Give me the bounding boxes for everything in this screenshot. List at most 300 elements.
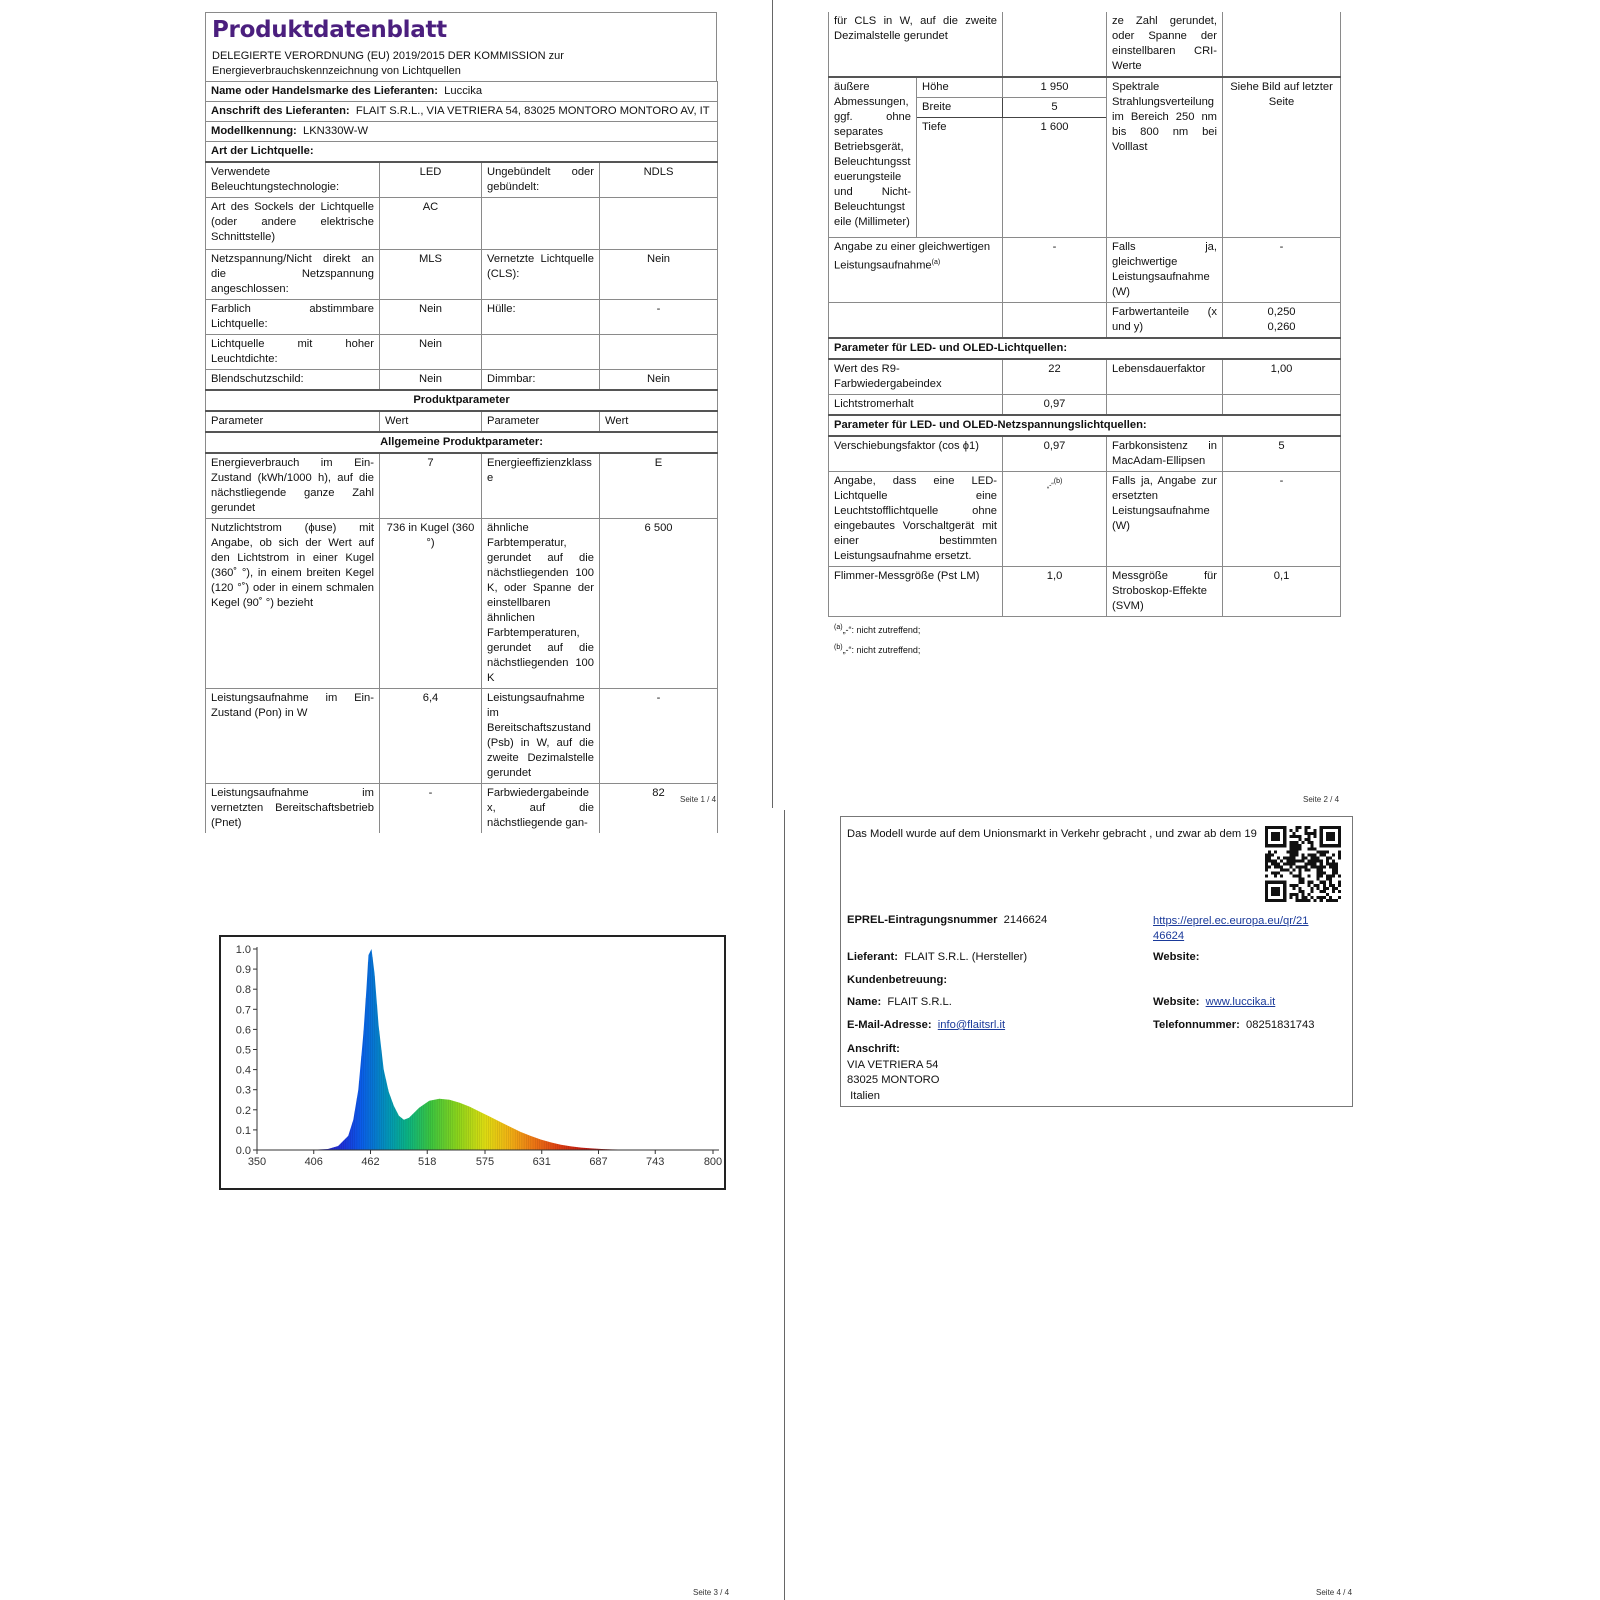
supplier-address-value: FLAIT S.R.L., VIA VETRIERA 54, 83025 MONTORO MONTORO AV, IT [355, 105, 710, 117]
qr-module [1317, 850, 1320, 853]
x-tick-label: 462 [361, 1156, 380, 1168]
qr-module [1280, 844, 1283, 847]
qr-module [1283, 893, 1286, 896]
param-cell: Vernetzte Lichtquelle (CLS): [482, 250, 600, 300]
supplier-name-value: Luccika [444, 85, 483, 97]
qr-module [1311, 847, 1314, 850]
qr-module [1265, 875, 1268, 878]
value-cell: Nein [600, 250, 718, 300]
qr-module [1323, 850, 1326, 853]
x-tick-label: 743 [646, 1156, 665, 1168]
qr-module [1320, 850, 1323, 853]
qr-module [1329, 862, 1332, 865]
macadam-value: 5 [1223, 436, 1341, 472]
customer-service-label: Kundenbetreuung: [847, 974, 948, 986]
qr-module [1292, 884, 1295, 887]
qr-module [1314, 829, 1317, 832]
qr-module [1332, 890, 1335, 893]
qr-module [1311, 859, 1314, 862]
value-cell: 736 in Kugel (360 °) [380, 519, 482, 689]
qr-module [1323, 884, 1326, 887]
qr-module [1289, 872, 1292, 875]
qr-module [1326, 826, 1329, 829]
param-cell: Verwendete Beleuchtungstechnologie: [206, 162, 380, 198]
qr-module [1301, 853, 1304, 856]
qr-module [1268, 866, 1271, 869]
qr-module [1295, 896, 1298, 899]
y-tick-label: 0.1 [235, 1124, 251, 1137]
qr-module [1283, 884, 1286, 887]
eprel-link[interactable] [1153, 914, 1308, 944]
qr-module [1332, 835, 1335, 838]
qr-module [1323, 890, 1326, 893]
qr-module [1329, 856, 1332, 859]
footnote-a-mark: (a) [834, 624, 843, 631]
qr-module [1332, 862, 1335, 865]
qr-module [1335, 826, 1338, 829]
qr-module [1320, 832, 1323, 835]
qr-module [1338, 835, 1341, 838]
replacement-value-cell [1003, 472, 1107, 567]
qr-module [1274, 887, 1277, 890]
qr-module [1265, 853, 1268, 856]
qr-module [1274, 875, 1277, 878]
dim-depth-label: Tiefe [917, 118, 1003, 238]
qr-module [1265, 890, 1268, 893]
qr-module [1289, 866, 1292, 869]
qr-module [1289, 896, 1292, 899]
qr-module [1274, 862, 1277, 865]
qr-module [1317, 887, 1320, 890]
col-header: Wert [600, 411, 718, 432]
qr-module [1314, 899, 1317, 902]
qr-module [1271, 899, 1274, 902]
qr-module [1314, 866, 1317, 869]
dim-height-value: 1 950 [1003, 77, 1107, 98]
qr-module [1298, 866, 1301, 869]
qr-module [1277, 887, 1280, 890]
empty-cell [482, 335, 600, 370]
qr-module [1268, 853, 1271, 856]
equiv-power-value: - [1003, 238, 1107, 303]
qr-module [1295, 844, 1298, 847]
website-link[interactable]: www.luccika.it [1205, 996, 1276, 1008]
r9-value: 22 [1003, 359, 1107, 395]
qr-module [1320, 862, 1323, 865]
qr-module [1335, 869, 1338, 872]
qr-module [1323, 887, 1326, 890]
spectrum-chart-frame [219, 935, 726, 1190]
param-cell: Leistungsaufnahme im Ein-Zustand (Pon) in W [206, 689, 380, 784]
qr-module [1329, 896, 1332, 899]
qr-module [1292, 875, 1295, 878]
empty-cell [1003, 303, 1107, 339]
qr-module [1329, 884, 1332, 887]
qr-module [1298, 890, 1301, 893]
qr-module [1292, 844, 1295, 847]
param-cell: Hülle: [482, 300, 600, 335]
website-label-2: Website: [1153, 996, 1200, 1008]
qr-module [1320, 829, 1323, 832]
col-header: Wert [380, 411, 482, 432]
qr-module [1308, 899, 1311, 902]
qr-module [1317, 884, 1320, 887]
value-cell: LED [380, 162, 482, 198]
qr-module [1289, 862, 1292, 865]
qr-module [1274, 893, 1277, 896]
page-1-number: Seite 1 / 4 [680, 795, 717, 804]
qr-module [1317, 875, 1320, 878]
product-params-header: Produktparameter [206, 390, 718, 411]
qr-module [1277, 890, 1280, 893]
light-type-rows [206, 162, 718, 833]
qr-module [1338, 841, 1341, 844]
qr-module [1280, 899, 1283, 902]
footnote-b-text: „-“: nicht zutreffend; [842, 645, 921, 655]
qr-module [1295, 841, 1298, 844]
qr-module [1314, 853, 1317, 856]
qr-module [1292, 853, 1295, 856]
qr-module [1323, 866, 1326, 869]
qr-module [1265, 896, 1268, 899]
qr-module [1280, 826, 1283, 829]
qr-module [1338, 856, 1341, 859]
qr-module [1295, 835, 1298, 838]
supplier-value: FLAIT S.R.L. (Hersteller) [904, 951, 1028, 963]
qr-module [1323, 826, 1326, 829]
page-2-table [828, 12, 1341, 617]
address-line-1: VIA VETRIERA 54 [847, 1058, 939, 1071]
qr-module [1320, 838, 1323, 841]
qr-module [1274, 832, 1277, 835]
qr-module [1329, 875, 1332, 878]
value-cell: Nein [380, 335, 482, 370]
qr-module [1274, 835, 1277, 838]
qr-module [1274, 844, 1277, 847]
qr-module [1320, 841, 1323, 844]
regulation-line-1: DELEGIERTE VERORDNUNG (EU) 2019/2015 DER KOMMISSION zur [212, 50, 564, 62]
value-cell: - [600, 300, 718, 335]
replacement-label-2: Falls ja, Angabe zur ersetzten Leistungsaufnahme (W) [1107, 472, 1223, 567]
qr-module [1308, 862, 1311, 865]
qr-module [1298, 878, 1301, 881]
address-line-2: 83025 MONTORO [847, 1074, 940, 1086]
qr-module [1320, 859, 1323, 862]
qr-module [1308, 832, 1311, 835]
qr-module [1326, 878, 1329, 881]
qr-module [1277, 835, 1280, 838]
qr-module [1283, 832, 1286, 835]
qr-module [1329, 832, 1332, 835]
macadam-label: Farbkonsistenz in MacAdam-Ellipsen [1107, 436, 1223, 472]
qr-module [1320, 869, 1323, 872]
qr-module [1326, 859, 1329, 862]
qr-module [1277, 872, 1280, 875]
qr-module [1277, 838, 1280, 841]
qr-module [1323, 881, 1326, 884]
qr-module [1311, 896, 1314, 899]
flicker-label: Flimmer-Messgröße (Pst LM) [829, 567, 1003, 617]
qr-module [1323, 844, 1326, 847]
qr-module [1274, 850, 1277, 853]
value-cell: Nein [380, 370, 482, 391]
qr-module [1274, 890, 1277, 893]
qr-module [1271, 893, 1274, 896]
address-block [847, 1042, 939, 1104]
value-cell: AC [380, 198, 482, 250]
qr-module [1311, 856, 1314, 859]
replacement-value-2: - [1223, 472, 1341, 567]
qr-module [1338, 838, 1341, 841]
qr-module [1314, 859, 1317, 862]
qr-module [1283, 896, 1286, 899]
param-cell: Blendschutzschild: [206, 370, 380, 391]
qr-module [1320, 899, 1323, 902]
chromaticity-label: Farbwertanteile (x und y) [1107, 303, 1223, 339]
qr-module [1311, 841, 1314, 844]
x-tick-label: 518 [418, 1156, 437, 1168]
qr-module [1301, 878, 1304, 881]
qr-module [1338, 826, 1341, 829]
dim-depth-value: 1 600 [1003, 118, 1107, 238]
value-cell: MLS [380, 250, 482, 300]
model-cell [206, 122, 718, 142]
qr-module [1289, 844, 1292, 847]
chromaticity-y: 0,260 [1267, 321, 1296, 333]
value-cell: 82 [600, 784, 718, 834]
qr-module [1308, 826, 1311, 829]
param-cell: Dimmbar: [482, 370, 600, 391]
empty-cell [1223, 12, 1341, 77]
qr-module [1271, 881, 1274, 884]
qr-module [1311, 862, 1314, 865]
equiv-power-label-cell [829, 238, 1003, 303]
empty-cell [1223, 395, 1341, 416]
qr-module [1292, 850, 1295, 853]
qr-module [1268, 826, 1271, 829]
qr-module [1265, 838, 1268, 841]
page-4-number: Seite 4 / 4 [1316, 1588, 1353, 1597]
qr-module [1277, 844, 1280, 847]
y-tick-label: 0.7 [235, 1004, 251, 1017]
qr-module [1274, 866, 1277, 869]
qr-module [1311, 866, 1314, 869]
qr-module [1286, 869, 1289, 872]
qr-module [1338, 832, 1341, 835]
param-cell: Energieeffizienzklasse [482, 453, 600, 519]
param-cell: Netzspannung/Nicht direkt an die Netzspannung angeschlossen: [206, 250, 380, 300]
col-header: Parameter [482, 411, 600, 432]
y-axis [236, 944, 257, 1157]
market-intro: Das Modell wurde auf dem Unionsmarkt in Verkehr gebracht , und zwar ab dem 19 [847, 828, 1257, 840]
footnote-ref-b: (b) [1053, 478, 1063, 485]
qr-module [1308, 835, 1311, 838]
eprel-row [847, 914, 1047, 926]
qr-module [1338, 853, 1341, 856]
qr-module [1314, 862, 1317, 865]
qr-module [1280, 881, 1283, 884]
qr-module [1292, 887, 1295, 890]
value-cell: - [600, 689, 718, 784]
qr-module [1314, 832, 1317, 835]
qr-module [1338, 829, 1341, 832]
param-cell: Nutzlichtstrom (ϕuse) mit Angabe, ob sich der Wert auf den Lichtstrom in einer Kugel (360˚ °), in einem breiten Kegel (120 °˚) oder in einem schmalen Kegel (90˚ °) bezieht [206, 519, 380, 689]
qr-module [1268, 856, 1271, 859]
page-1-table [205, 81, 718, 833]
value-cell: Nein [600, 370, 718, 391]
qr-module [1265, 841, 1268, 844]
dimensions-label: äußere Abmessungen, ggf. ohne separates Betriebsgerät, Beleuchtungssteuerungsteile und Nicht-Beleuchtungsteile (Millimeter) [829, 77, 917, 238]
qr-module [1317, 869, 1320, 872]
qr-module [1280, 875, 1283, 878]
qr-module [1292, 832, 1295, 835]
qr-module [1335, 872, 1338, 875]
y-tick-label: 0.3 [235, 1084, 251, 1097]
qr-module [1298, 835, 1301, 838]
qr-module [1283, 835, 1286, 838]
qr-module [1326, 875, 1329, 878]
qr-module [1317, 856, 1320, 859]
qr-module [1292, 841, 1295, 844]
qr-module [1289, 856, 1292, 859]
supplier-label: Lieferant: [847, 951, 898, 963]
qr-module [1320, 875, 1323, 878]
dim-width-label: Breite [917, 98, 1003, 118]
eprel-link-line-2[interactable]: 46624 [1153, 930, 1185, 942]
footnote-a [828, 619, 1340, 639]
qr-module [1305, 866, 1308, 869]
qr-module [1305, 829, 1308, 832]
param-cell: Farblich abstimmbare Lichtquelle: [206, 300, 380, 335]
qr-module [1283, 887, 1286, 890]
qr-module [1301, 881, 1304, 884]
qr-module [1283, 844, 1286, 847]
qr-module [1335, 862, 1338, 865]
mains-params-header: Parameter für LED- und OLED-Netzspannungslichtquellen: [829, 415, 1341, 436]
qr-module [1265, 899, 1268, 902]
qr-module [1335, 887, 1338, 890]
qr-module [1271, 844, 1274, 847]
qr-module [1308, 853, 1311, 856]
address-label: Anschrift: [847, 1043, 900, 1055]
qr-module [1329, 838, 1332, 841]
qr-module [1280, 859, 1283, 862]
led-params-header: Parameter für LED- und OLED-Lichtquellen: [829, 338, 1341, 359]
qr-module [1335, 844, 1338, 847]
qr-module [1332, 887, 1335, 890]
qr-module [1298, 899, 1301, 902]
eprel-value: 2146624 [1003, 914, 1048, 926]
stroboscopic-label: Messgröße für Stroboskop-Effekte (SVM) [1107, 567, 1223, 617]
qr-module [1329, 835, 1332, 838]
y-tick-label: 0.4 [235, 1064, 251, 1077]
x-tick-label: 800 [703, 1156, 723, 1168]
qr-module [1332, 859, 1335, 862]
qr-module [1277, 826, 1280, 829]
r9-label: Wert des R9-Farbwiedergabeindex [829, 359, 1003, 395]
qr-module [1298, 859, 1301, 862]
value-cell: 7 [380, 453, 482, 519]
supplier-row [847, 951, 1027, 963]
qr-module [1292, 859, 1295, 862]
value-cell: E [600, 453, 718, 519]
qr-module [1292, 835, 1295, 838]
empty-cell [600, 335, 718, 370]
qr-module [1298, 875, 1301, 878]
empty-cell [829, 303, 1003, 339]
param-cell: Energieverbrauch im Ein-Zustand (kWh/1000 h), auf die nächstliegende ganze Zahl gerundet [206, 453, 380, 519]
phone-row [1153, 1019, 1314, 1031]
qr-module [1271, 832, 1274, 835]
qr-module [1332, 826, 1335, 829]
x-tick-label: 687 [589, 1156, 608, 1168]
qr-module [1283, 856, 1286, 859]
qr-module [1338, 896, 1341, 899]
qr-module [1292, 856, 1295, 859]
qr-module [1271, 887, 1274, 890]
qr-module [1326, 844, 1329, 847]
qr-module [1274, 826, 1277, 829]
qr-module [1265, 856, 1268, 859]
qr-module [1308, 847, 1311, 850]
qr-module [1268, 859, 1271, 862]
qr-module [1265, 844, 1268, 847]
x-tick-label: 350 [247, 1156, 267, 1168]
spectrum-area [308, 949, 713, 1150]
qr-module [1265, 826, 1268, 829]
qr-module [1283, 838, 1286, 841]
qr-module [1338, 884, 1341, 887]
qr-module [1292, 869, 1295, 872]
y-tick-label: 0.6 [235, 1024, 251, 1037]
qr-module [1301, 893, 1304, 896]
qr-module [1271, 826, 1274, 829]
model-label: Modellkennung: [211, 125, 297, 137]
qr-module [1332, 853, 1335, 856]
qr-module [1305, 862, 1308, 865]
y-tick-label: 0.5 [235, 1044, 251, 1057]
qr-module [1332, 832, 1335, 835]
qr-module [1265, 893, 1268, 896]
qr-module [1335, 899, 1338, 902]
qr-module [1323, 896, 1326, 899]
qr-module [1320, 826, 1323, 829]
qr-module [1332, 844, 1335, 847]
qr-module [1289, 884, 1292, 887]
qr-module [1295, 826, 1298, 829]
qr-module [1268, 881, 1271, 884]
email-link[interactable]: info@flaitsrl.it [937, 1019, 1006, 1031]
x-tick-label: 406 [304, 1156, 323, 1168]
qr-module [1295, 829, 1298, 832]
qr-module [1329, 866, 1332, 869]
email-label: E-Mail-Adresse: [847, 1019, 932, 1031]
x-tick-label: 575 [475, 1156, 495, 1168]
qr-module [1332, 838, 1335, 841]
param-cell: Leistungsaufnahme im vernetzten Bereitschaftsbetrieb (Pnet) [206, 784, 380, 834]
qr-code-modules [1265, 826, 1341, 902]
qr-module [1326, 832, 1329, 835]
qr-module [1298, 887, 1301, 890]
param-cell: ähnliche Farbtemperatur, gerundet auf die nächstliegenden 100 K, oder Spanne der einstellbaren ähnlichen Farbtemperaturen, gerundet auf die nächstliegenden 100 K [482, 519, 600, 689]
value-cell: 6 500 [600, 519, 718, 689]
qr-module [1308, 893, 1311, 896]
flicker-value: 1,0 [1003, 567, 1107, 617]
eprel-link-line-1[interactable]: https://eprel.ec.europa.eu/qr/21 [1153, 915, 1309, 927]
qr-module [1314, 835, 1317, 838]
qr-module [1271, 862, 1274, 865]
qr-module [1277, 881, 1280, 884]
